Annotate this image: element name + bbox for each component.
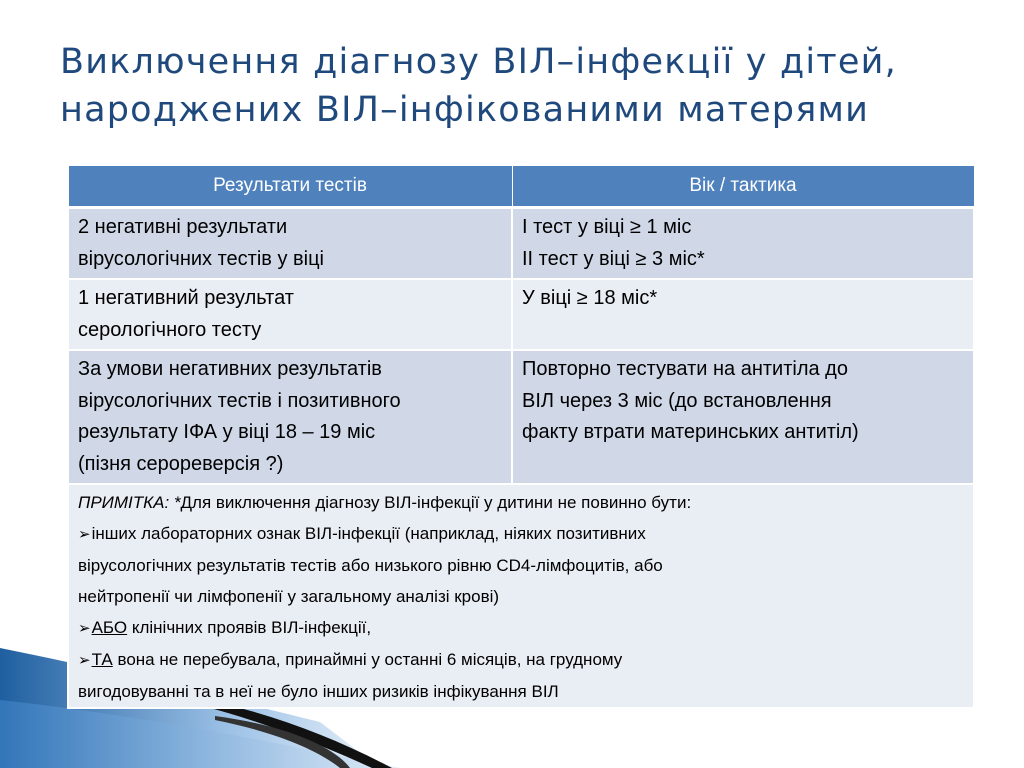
header-age-tactics: Вік / тактика (512, 166, 974, 208)
row3-tactics-line: ВІЛ через 3 міс (до встановлення (522, 389, 832, 412)
row2-results-line: 1 негативний результат (78, 287, 294, 309)
bullet-3-keyword: ТА (91, 650, 113, 669)
note-bullet-1-cont: нейтропенії чи лімфопенії у загальному аналізі крові) (78, 587, 500, 606)
note-bullet-3-cont: вигодовуванні та в неї не було інших ризиків інфікування ВІЛ (78, 682, 559, 701)
row3-results-line: результату ІФА у віці 18 – 19 міс (78, 421, 376, 443)
bullet-arrow-icon: ➢ (78, 620, 91, 637)
table-row (68, 208, 974, 280)
note-bullet-3 (78, 644, 965, 676)
row3-tactics-line: факту втрати материнських антитіл) (522, 421, 859, 443)
row2-tactics-line: У віці ≥ 18 міс* (522, 287, 658, 309)
row1-results-line: вірусологічних тестів у віці (78, 247, 324, 270)
row1-tactics (512, 208, 974, 280)
note-bullet-1 (78, 518, 965, 550)
row1-tactics-line: І тест у віці ≥ 1 міс (522, 216, 692, 238)
diagnosis-table (67, 165, 975, 709)
row1-results-line: 2 негативні результати (78, 216, 288, 238)
table-header-row (68, 166, 974, 208)
note-bullet-1-cont: вірусологічних результатів тестів або низького рівню CD4-лімфоцитів, або (78, 556, 663, 575)
bullet-3-text: вона не перебувала, принаймні у останні 6 місяців, на грудному (112, 650, 623, 669)
note-intro-line (78, 487, 965, 518)
table-row (68, 350, 974, 484)
bullet-2-keyword: АБО (91, 618, 128, 637)
row2-results-line: серологічного тесту (78, 318, 262, 341)
bullet-arrow-icon: ➢ (78, 652, 91, 669)
note-intro: Для виключення діагнозу ВІЛ-інфекції у дитини не повинно бути: (180, 493, 692, 512)
row2-tactics (512, 279, 974, 350)
row1-tactics-line: ІІ тест у віці ≥ 3 міс* (522, 247, 705, 270)
row3-results-line: За умови негативних результатів (78, 358, 382, 380)
header-results: Результати тестів (68, 166, 512, 208)
table-row (68, 279, 974, 350)
note-row (68, 484, 974, 708)
bullet-2-text: клінічних проявів ВІЛ-інфекції, (127, 618, 372, 637)
row3-results (68, 350, 512, 484)
title-line-2: народжених ВІЛ–інфікованими матерями (60, 90, 870, 130)
bullet-1-text: інших лабораторних ознак ВІЛ-інфекції (наприклад, ніяких позитивних (91, 524, 646, 543)
slide-title (60, 38, 1000, 134)
note-label: ПРИМІТКА: * (78, 493, 181, 512)
row3-results-line: (пізня сeрореверсія ?) (78, 452, 284, 475)
title-line-1: Виключення діагнозу ВІЛ–інфекції у дітей, (60, 42, 897, 82)
note-cell (68, 484, 974, 708)
row2-results (68, 279, 512, 350)
row3-results-line: вірусологічних тестів і позитивного (78, 389, 401, 412)
row3-tactics (512, 350, 974, 484)
row3-tactics-line: Повторно тестувати на антитіла до (522, 358, 848, 380)
row1-results (68, 208, 512, 280)
note-bullet-2 (78, 612, 965, 644)
bullet-arrow-icon: ➢ (78, 526, 91, 543)
